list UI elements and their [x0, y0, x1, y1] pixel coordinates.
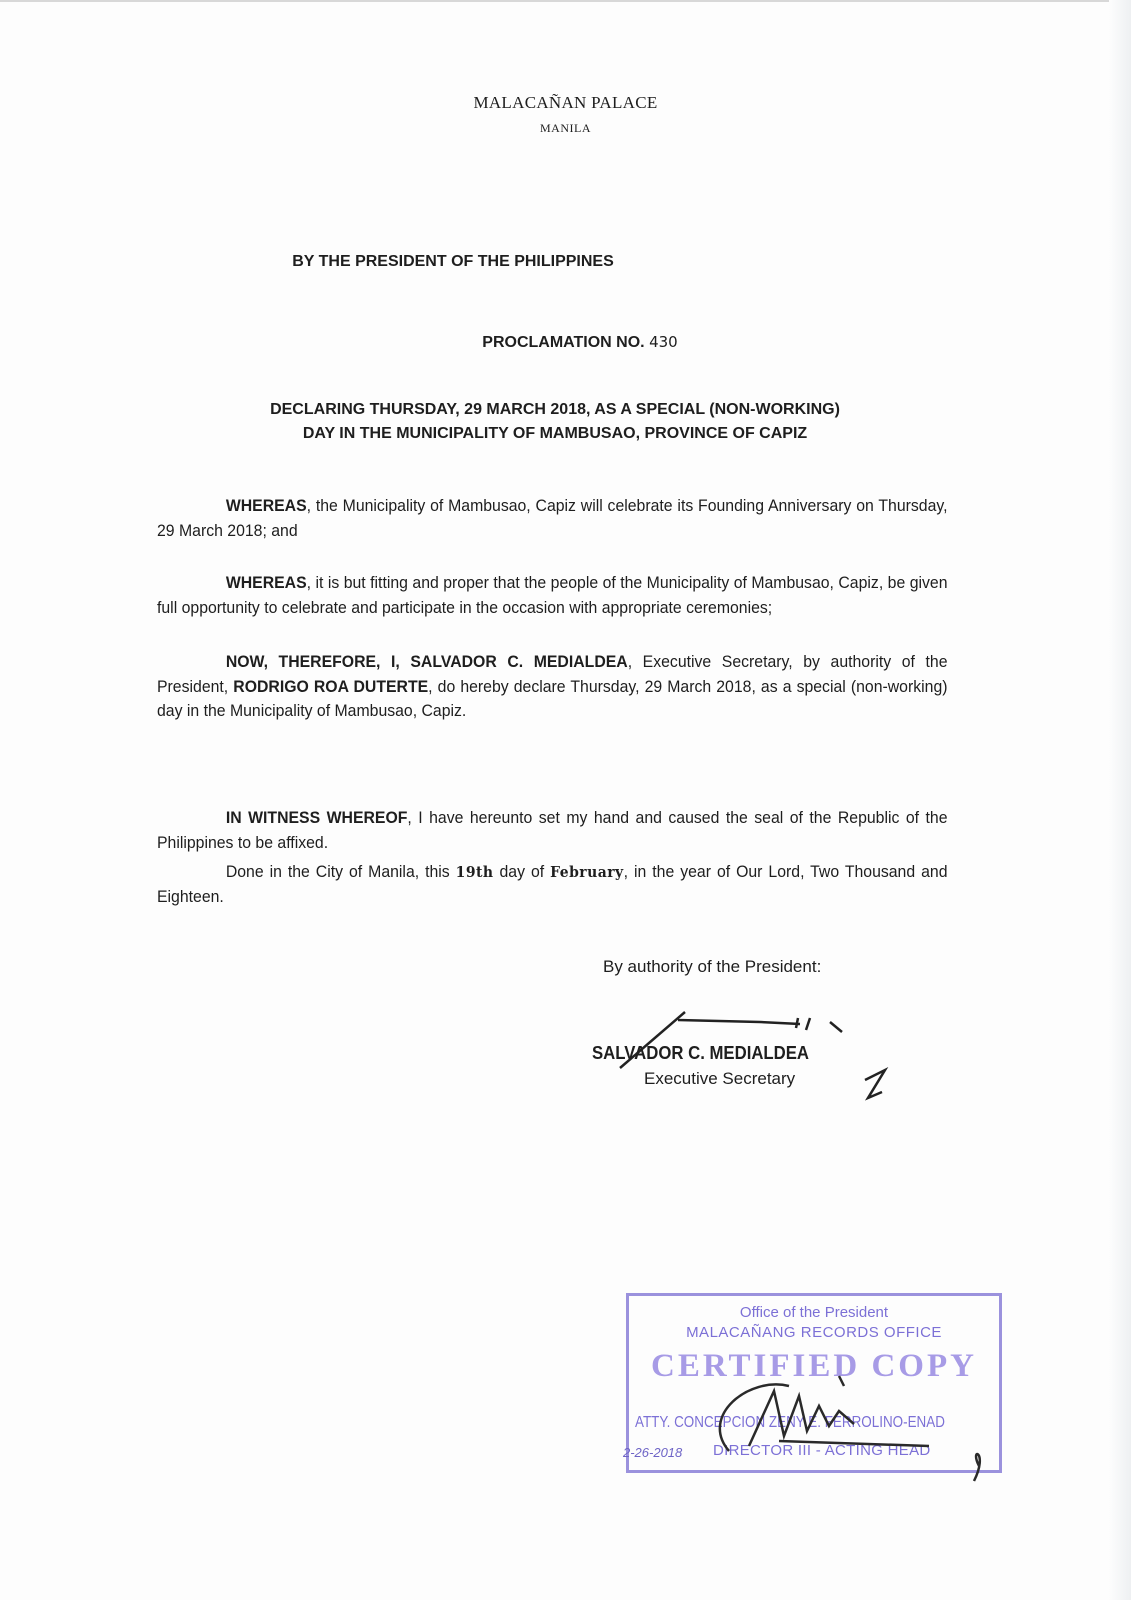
lead: WHEREAS [225, 496, 307, 515]
proclamation-number [400, 333, 760, 352]
paragraph-done [157, 860, 948, 909]
authority-line: By authority of the President: [603, 957, 822, 976]
lead: IN WITNESS WHEREOF [225, 808, 408, 827]
stamp-office: Office of the President [739, 1304, 889, 1321]
certifier-signature [689, 1356, 989, 1486]
title-line: DECLARING THURSDAY, 29 MARCH 2018, AS A SPECIAL (NON-WORKING) [270, 401, 840, 418]
lead: WHEREAS [225, 573, 307, 592]
president-name: RODRIGO ROA DUTERTE [233, 676, 429, 696]
proclamation-value: 430 [649, 333, 678, 351]
issuer-heading: BY THE PRESIDENT OF THE PHILIPPINES [292, 253, 614, 270]
text: , it is but fitting and proper that the people of the Municipality of Mambusao, Capiz, be given full opportunity to celebrate and participate in the occasion with appropriate ceremonies; [157, 573, 948, 617]
text: , do hereby declare Thursday, 29 March 2018, as a special (non-working) day in the Municipality of Mambusao, Capiz. [157, 676, 948, 720]
stamp-officer-title: DIRECTOR III - ACTING HEAD [713, 1442, 931, 1459]
stamp-officer-name: ATTY. CONCEPCION ZENY E. FERROLINO-ENAD [635, 1414, 945, 1431]
lead: NOW, THEREFORE, I, SALVADOR C. MEDIALDEA [225, 652, 628, 671]
stamp-date: 2-26-2018 [623, 1445, 683, 1460]
text: , Executive Secretary, by authority of the President, [157, 652, 948, 696]
signatory-name: SALVADOR C. MEDIALDEA [592, 1043, 810, 1063]
paragraph-in-witness [157, 806, 948, 855]
text: , the Municipality of Mambusao, Capiz will celebrate its Founding Anniversary on Thursday, 29 March 2018; and [157, 496, 948, 540]
signatory-title: Executive Secretary [644, 1069, 796, 1088]
month-value: February [550, 863, 624, 881]
document-title [140, 398, 970, 446]
title-line: DAY IN THE MUNICIPALITY OF MAMBUSAO, PROVINCE OF CAPIZ [302, 425, 808, 442]
text: day of [493, 862, 551, 881]
letterhead-palace: MALACAÑAN PALACE [473, 93, 658, 112]
paragraph-whereas-1 [157, 494, 948, 543]
stamp-certified-copy: CERTIFIED COPY [651, 1348, 977, 1384]
text: Done in the City of Manila, this [225, 862, 456, 881]
paragraph-whereas-2 [157, 571, 948, 620]
letterhead-city: MANILA [540, 121, 591, 135]
scan-edge [0, 0, 1131, 2]
day-value: 19th [455, 863, 494, 881]
text: , in the year of Our Lord, Two Thousand and Eighteen. [157, 862, 948, 906]
text: , I have hereunto set my hand and caused the seal of the Republic of the Philippines to be affixed. [157, 808, 948, 852]
scan-shadow [1109, 0, 1131, 1600]
proclamation-label: PROCLAMATION NO. [482, 334, 645, 351]
paragraph-now-therefore [157, 650, 948, 724]
certified-copy-stamp [623, 1293, 1002, 1473]
stamp-records-office: MALACAÑANG RECORDS OFFICE [686, 1324, 942, 1341]
